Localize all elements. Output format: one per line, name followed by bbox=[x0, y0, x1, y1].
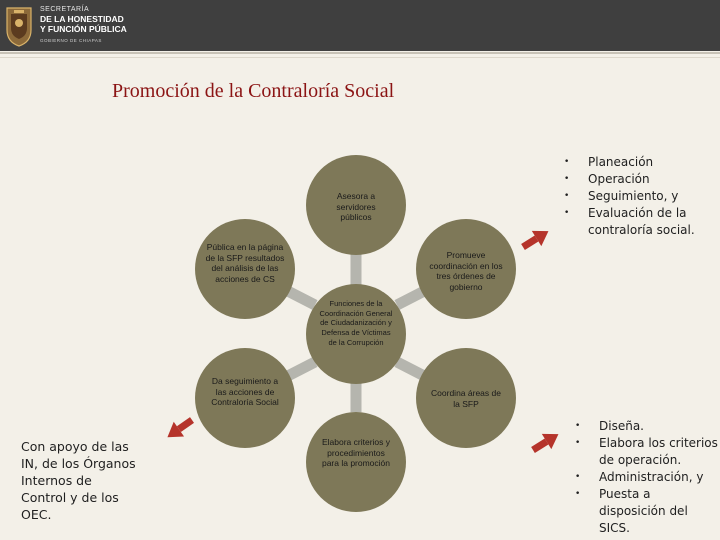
arrow-bottom-left bbox=[162, 413, 197, 445]
node-top-left-label: Pública en la página de la SFP resultados del análisis de las acciones de CS bbox=[205, 242, 285, 284]
top-right-list bbox=[564, 154, 714, 239]
list-item: • Administración, y bbox=[575, 469, 720, 486]
node-bottom-left-label: Da seguimiento a las acciones de Contraloría Social bbox=[211, 376, 279, 407]
node-top-label: Asesora a servidores públicos bbox=[336, 191, 376, 222]
node-top-right-label: Promueve coordinación en los tres órdenes de gobierno bbox=[429, 250, 503, 292]
bottom-right-list bbox=[575, 418, 720, 537]
node-bottom-right-label: Coordina áreas de la SFP bbox=[431, 388, 501, 409]
list-item: • Operación bbox=[564, 171, 714, 188]
node-center-label: Funciones de la Coordinación General de Ciudadanización y Defensa de Víctimas de la Corrupción bbox=[319, 299, 393, 347]
logo-line-1: SECRETARÍA bbox=[40, 6, 90, 13]
arrow-bottom-right bbox=[528, 426, 563, 457]
list-item: • Seguimiento, y bbox=[564, 188, 714, 205]
logo-line-4: GOBIERNO DE CHIAPAS bbox=[40, 38, 102, 43]
logo-line-3: Y FUNCIÓN PÚBLICA bbox=[40, 24, 127, 34]
list-item: • Evaluación de la contraloría social. bbox=[564, 205, 714, 239]
list-item: • Planeación bbox=[564, 154, 714, 171]
support-note: Con apoyo de las IN, de los Órganos Internos de Control y de los OEC. bbox=[21, 439, 136, 522]
arrow-top-right bbox=[518, 223, 553, 254]
node-bottom-label: Elabora criterios y procedimientos para la promoción bbox=[321, 437, 391, 468]
logo-line-2: DE LA HONESTIDAD bbox=[40, 14, 124, 24]
list-item: • Puesta a disposición del SICS. bbox=[575, 486, 720, 537]
list-item: • Elabora los criterios de operación. bbox=[575, 435, 720, 469]
page-title: Promoción de la Contraloría Social bbox=[112, 80, 395, 102]
list-item: • Diseña. bbox=[575, 418, 720, 435]
